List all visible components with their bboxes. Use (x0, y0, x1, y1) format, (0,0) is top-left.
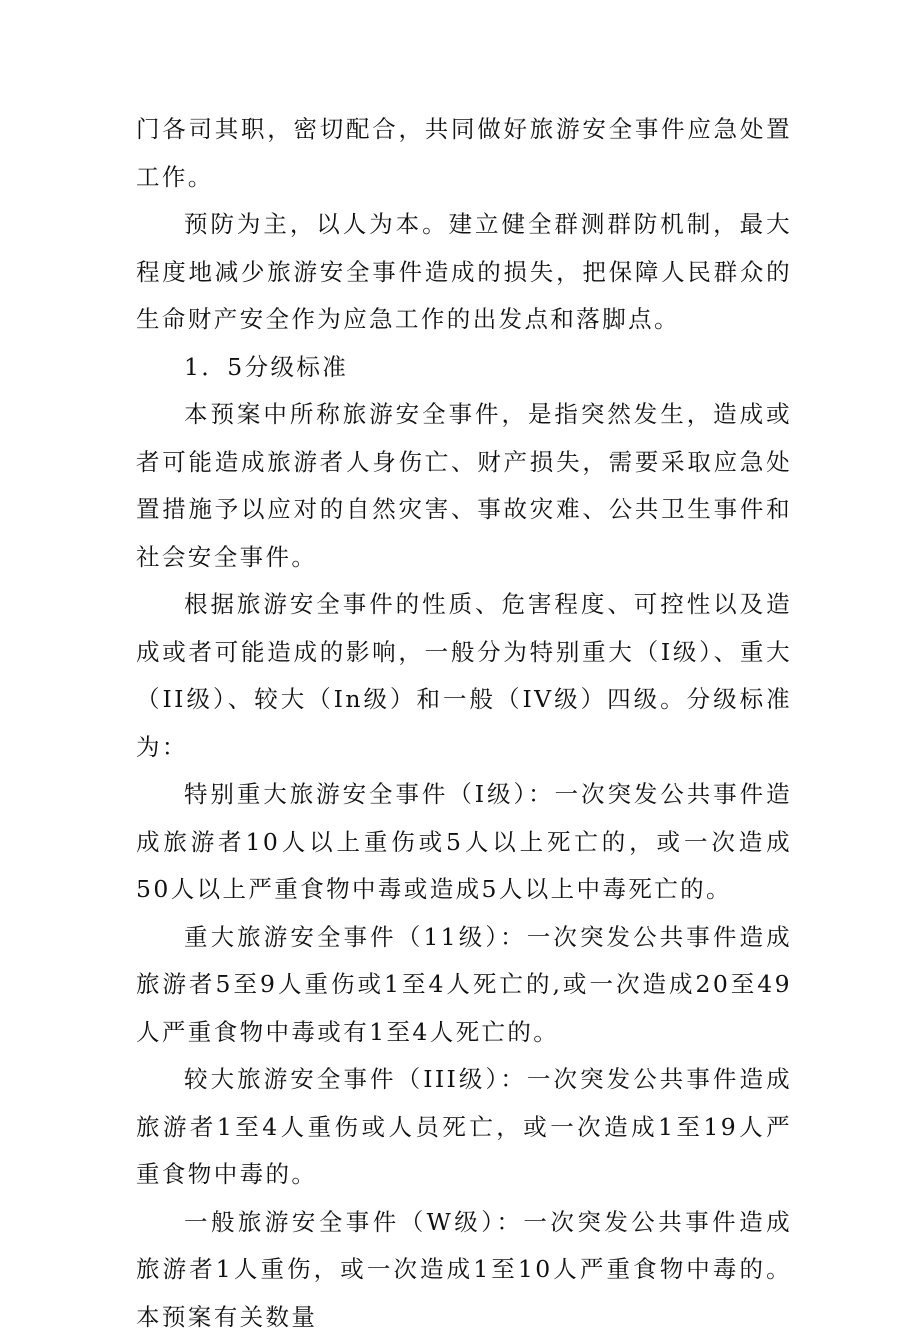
document-page (136, 106, 792, 1341)
paragraph: 本预案中所称旅游安全事件，是指突然发生，造成或者可能造成旅游者人身伤亡、财产损失，需要采取应急处置措施予以应对的自然灾害、事故灾难、公共卫生事件和社会安全事件。 (136, 391, 792, 581)
paragraph: 特别重大旅游安全事件（I级）：一次突发公共事件造成旅游者10人以上重伤或5人以上死亡的，或一次造成50人以上严重食物中毒或造成5人以上中毒死亡的。 (136, 771, 792, 914)
paragraph: 较大旅游安全事件（III级）：一次突发公共事件造成旅游者1至4人重伤或人员死亡，或一次造成1至19人严重食物中毒的。 (136, 1056, 792, 1199)
section-heading: 1．5分级标准 (136, 344, 792, 392)
paragraph: 一般旅游安全事件（W级）：一次突发公共事件造成旅游者1人重伤，或一次造成1至10人严重食物中毒的。本预案有关数量 (136, 1199, 792, 1341)
paragraph: 预防为主，以人为本。建立健全群测群防机制，最大程度地减少旅游安全事件造成的损失，把保障人民群众的生命财产安全作为应急工作的出发点和落脚点。 (136, 201, 792, 344)
paragraph: 重大旅游安全事件（11级）：一次突发公共事件造成旅游者5至9人重伤或1至4人死亡的,或一次造成20至49人严重食物中毒或有1至4人死亡的。 (136, 914, 792, 1057)
paragraph: 根据旅游安全事件的性质、危害程度、可控性以及造成或者可能造成的影响，一般分为特别重大（I级）、重大（II级）、较大（In级）和一般（IV级）四级。分级标准为： (136, 581, 792, 771)
paragraph: 门各司其职，密切配合，共同做好旅游安全事件应急处置工作。 (136, 106, 792, 201)
